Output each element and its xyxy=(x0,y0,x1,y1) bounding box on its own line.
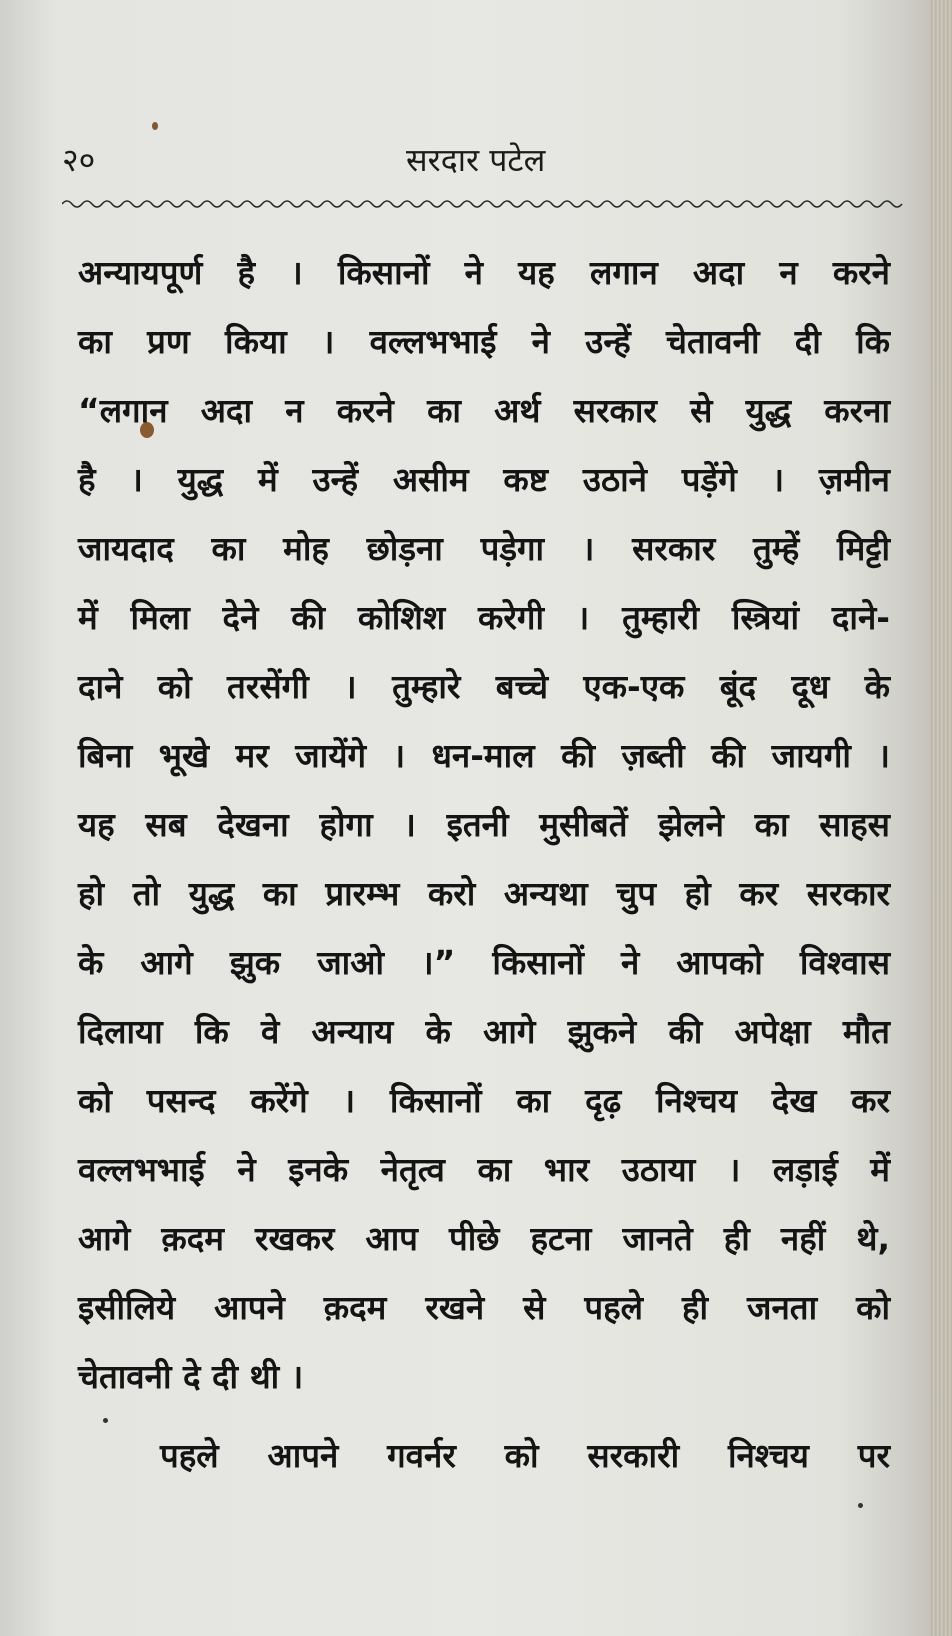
text-line: चेतावनी दे दी थी । xyxy=(78,1357,304,1396)
text-line: वल्लभभाई ने इनके नेतृत्व का भार उठाया । लड़ाई में xyxy=(78,1150,890,1189)
wavy-header-rule xyxy=(62,196,907,212)
ink-speck xyxy=(858,1503,863,1508)
body-text xyxy=(78,238,890,1490)
text-line: यह सब देखना होगा । इतनी मुसीबतें झेलने का साहस xyxy=(78,805,890,844)
paragraph xyxy=(78,238,890,1411)
text-line: है । युद्ध में उन्हें असीम कष्ट उठाने पड़ेंगे । ज़मीन xyxy=(78,460,890,499)
text-line: को पसन्द करेंगे । किसानों का दृढ़ निश्चय देख कर xyxy=(78,1081,890,1120)
text-line: दाने को तरसेंगी । तुम्हारे बच्चे एक-एक बूंद दूध के xyxy=(78,667,890,706)
page-header xyxy=(62,138,907,188)
text-line: का प्रण किया । वल्लभभाई ने उन्हें चेतावनी दी कि xyxy=(78,322,890,361)
text-line: जायदाद का मोह छोड़ना पड़ेगा । सरकार तुम्हें मिट्टी xyxy=(78,529,890,568)
text-line: के आगे झुक जाओ ।” किसानों ने आपको विश्वास xyxy=(78,943,890,982)
text-line: अन्यायपूर्ण है । किसानों ने यह लगान अदा न करने xyxy=(78,253,890,292)
page-number: २० xyxy=(62,141,96,179)
running-title: सरदार पटेल xyxy=(406,141,546,179)
text-line: दिलाया कि वे अन्याय के आगे झुकने की अपेक्षा मौत xyxy=(78,1012,890,1051)
paragraph xyxy=(78,1421,890,1490)
text-line: में मिला देने की कोशिश करेगी । तुम्हारी स्त्रियां दाने- xyxy=(78,598,890,637)
page-edge xyxy=(930,0,952,1636)
text-line: “लगान अदा न करने का अर्थ सरकार से युद्ध करना xyxy=(78,391,890,430)
text-line: बिना भूखे मर जायेंगे । धन-माल की ज़ब्ती की जायगी । xyxy=(78,736,890,775)
text-line: पहले आपने गवर्नर को सरकारी निश्चय पर xyxy=(160,1436,890,1475)
ink-speck xyxy=(152,122,158,130)
text-line: इसीलिये आपने क़दम रखने से पहले ही जनता को xyxy=(78,1288,890,1327)
text-line: आगे क़दम रखकर आप पीछे हटना जानते ही नहीं थे, xyxy=(78,1219,890,1258)
text-line: हो तो युद्ध का प्रारम्भ करो अन्यथा चुप हो कर सरकार xyxy=(78,874,890,913)
